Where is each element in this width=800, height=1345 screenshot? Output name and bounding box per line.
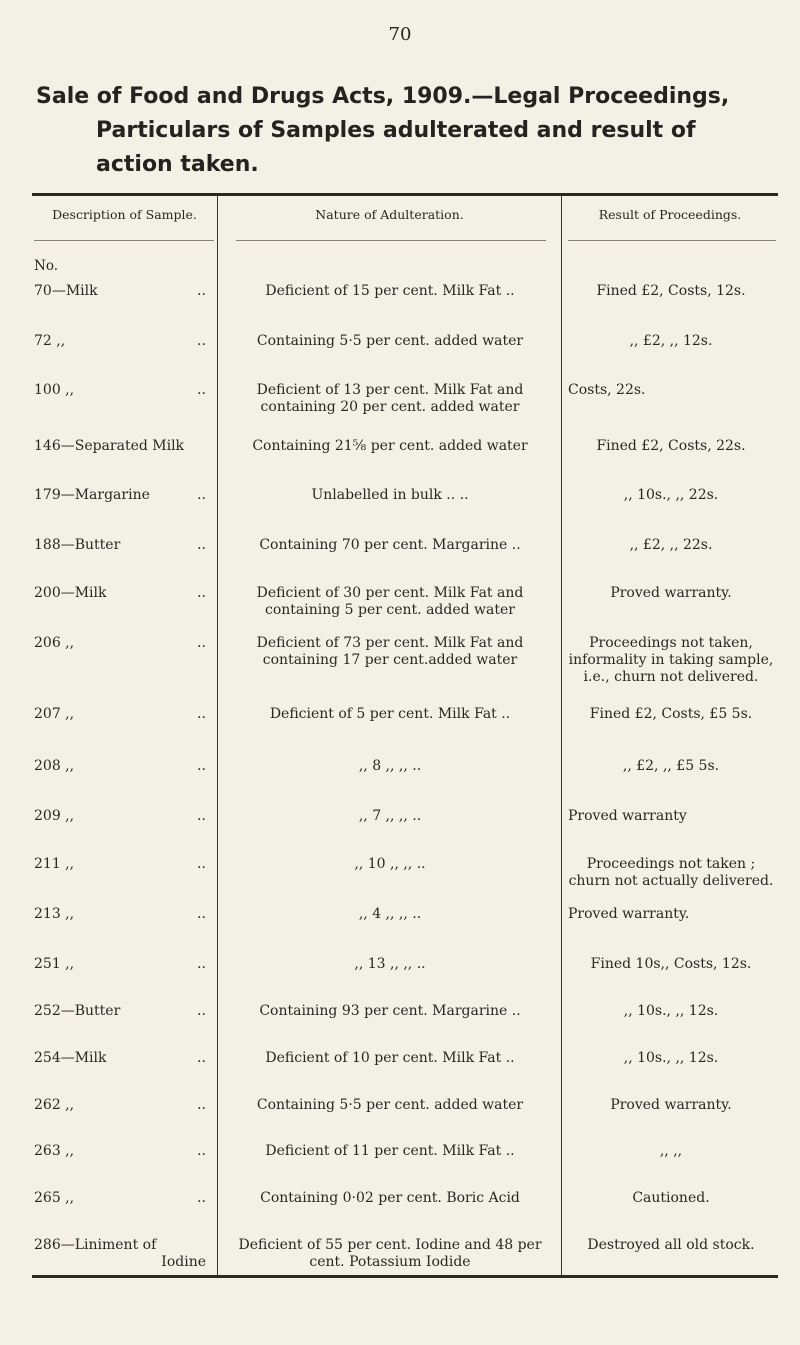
number-label: No. — [34, 258, 58, 274]
proceedings-result: Fined £2, Costs, 22s. — [596, 438, 746, 454]
sample-description: 265 ,, .. — [34, 1190, 206, 1206]
adulteration-nature: Containing 93 per cent. Margarine .. — [259, 1003, 521, 1019]
sample-description: 286—Liniment of Iodine — [34, 1237, 206, 1270]
adulteration-nature: Deficient of 15 per cent. Milk Fat .. — [265, 283, 515, 299]
sample-description: 208 ,, .. — [34, 758, 206, 774]
proceedings-result: Proceedings not taken, informality in taking sample, i.e., churn not delivered. — [568, 635, 774, 685]
sample-description: 211 ,, .. — [34, 856, 206, 872]
sample-description: 252—Butter .. — [34, 1003, 206, 1019]
column-header-result: Result of Proceedings. — [598, 207, 742, 222]
adulteration-nature: Containing 0·02 per cent. Boric Acid — [260, 1190, 520, 1206]
sample-description: 263 ,, .. — [34, 1143, 206, 1159]
sample-description: 70—Milk .. — [34, 283, 206, 299]
proceedings-result: ,, £2, ,, 12s. — [629, 333, 713, 349]
adulteration-nature: Deficient of 30 per cent. Milk Fat and containing 5 per cent. added water — [256, 585, 524, 618]
sample-description: 72 ,, .. — [34, 333, 206, 349]
adulteration-nature: Deficient of 73 per cent. Milk Fat and containing 17 per cent.added water — [256, 635, 524, 668]
table-top-rule — [32, 193, 778, 196]
adulteration-nature: ,, 10 ,, ,, .. — [354, 856, 426, 872]
sample-description: 200—Milk .. — [34, 585, 206, 601]
proceedings-result: Proceedings not taken ; churn not actually delivered. — [568, 856, 774, 889]
sample-description: 209 ,, .. — [34, 808, 206, 824]
sample-description: 251 ,, .. — [34, 956, 206, 972]
header-underline — [236, 240, 546, 241]
column-divider — [561, 196, 562, 1275]
sample-description: 262 ,, .. — [34, 1097, 206, 1113]
proceedings-result: Destroyed all old stock. — [587, 1237, 755, 1253]
adulteration-nature: ,, 8 ,, ,, .. — [358, 758, 422, 774]
proceedings-result: ,, 10s., ,, 12s. — [623, 1050, 719, 1066]
sample-description: 213 ,, .. — [34, 906, 206, 922]
adulteration-nature: Deficient of 13 per cent. Milk Fat and containing 20 per cent. added water — [256, 382, 524, 415]
proceedings-result: ,, ,, — [659, 1143, 683, 1159]
adulteration-nature: ,, 13 ,, ,, .. — [354, 956, 426, 972]
sample-description: 146—Separated Milk — [34, 438, 185, 454]
proceedings-result: Fined 10s,, Costs, 12s. — [590, 956, 752, 972]
adulteration-nature: Containing 70 per cent. Margarine .. — [259, 537, 521, 553]
proceedings-result: Proved warranty — [568, 808, 687, 824]
proceedings-result: Cautioned. — [632, 1190, 710, 1206]
proceedings-result: Proved warranty. — [568, 906, 690, 922]
column-divider — [217, 196, 218, 1275]
adulteration-nature: Deficient of 55 per cent. Iodine and 48 per cent. Potassium Iodide — [238, 1237, 542, 1270]
adulteration-nature: ,, 7 ,, ,, .. — [358, 808, 422, 824]
sample-description: 254—Milk .. — [34, 1050, 206, 1066]
proceedings-result: ,, 10s., ,, 22s. — [623, 487, 719, 503]
proceedings-result: Proved warranty. — [610, 1097, 732, 1113]
proceedings-result: ,, £2, ,, 22s. — [629, 537, 713, 553]
sample-description: 188—Butter .. — [34, 537, 206, 553]
adulteration-nature: Containing 5·5 per cent. added water — [256, 1097, 524, 1113]
adulteration-nature: ,, 4 ,, ,, .. — [358, 906, 422, 922]
sample-description: 207 ,, .. — [34, 706, 206, 722]
adulteration-nature: Containing 21⅝ per cent. added water — [252, 438, 528, 454]
sample-description: 100 ,, .. — [34, 382, 206, 398]
adulteration-nature: Containing 5·5 per cent. added water — [256, 333, 524, 349]
proceedings-result: ,, £2, ,, £5 5s. — [622, 758, 720, 774]
adulteration-nature: Deficient of 5 per cent. Milk Fat .. — [269, 706, 511, 722]
sample-description: 206 ,, .. — [34, 635, 206, 651]
page-title: Sale of Food and Drugs Acts, 1909.—Legal Proceedings, Particulars of Samples adulterated and result of action taken. — [36, 84, 730, 177]
adulteration-nature: Unlabelled in bulk .. .. — [311, 487, 469, 503]
column-header-description: Description of Sample. — [52, 207, 197, 222]
page-number: 70 — [388, 24, 412, 45]
table-bottom-rule — [32, 1275, 778, 1278]
proceedings-result: Costs, 22s. — [568, 382, 646, 398]
sample-description: 179—Margarine .. — [34, 487, 206, 503]
header-underline — [568, 240, 776, 241]
column-header-nature: Nature of Adulteration. — [315, 207, 464, 222]
header-underline — [34, 240, 214, 241]
proceedings-result: ,, 10s., ,, 12s. — [623, 1003, 719, 1019]
adulteration-nature: Deficient of 10 per cent. Milk Fat .. — [265, 1050, 515, 1066]
proceedings-result: Proved warranty. — [610, 585, 732, 601]
adulteration-nature: Deficient of 11 per cent. Milk Fat .. — [265, 1143, 515, 1159]
proceedings-result: Fined £2, Costs, 12s. — [596, 283, 746, 299]
proceedings-result: Fined £2, Costs, £5 5s. — [589, 706, 753, 722]
